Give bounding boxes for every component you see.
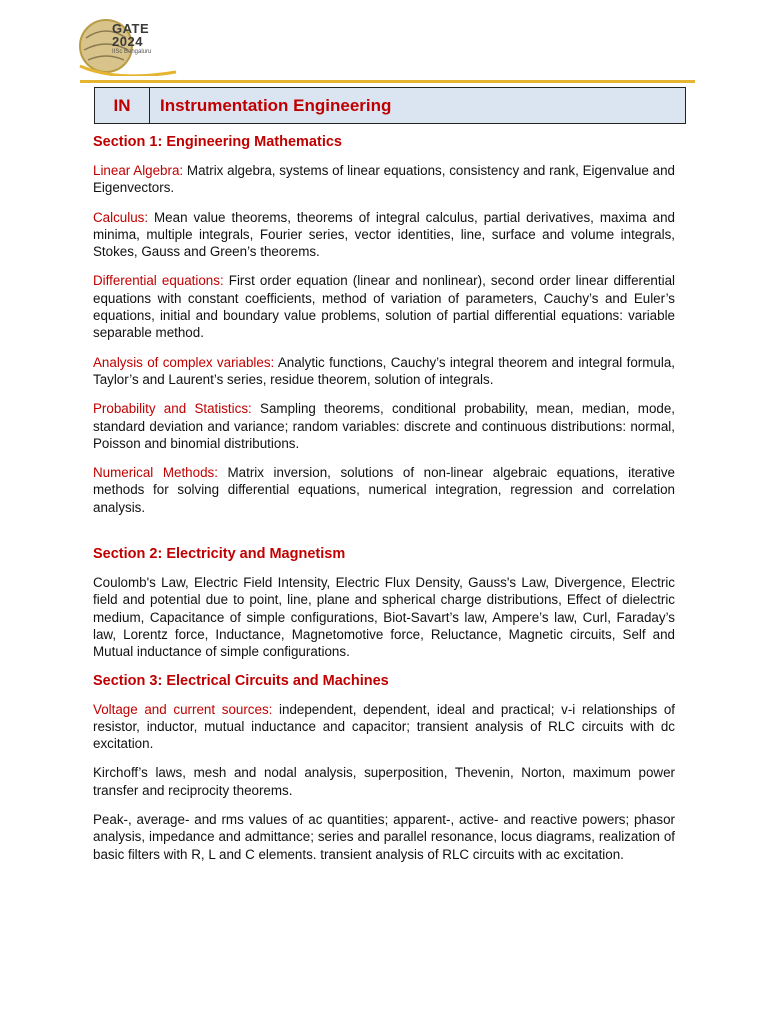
syllabus-paragraph — [93, 574, 675, 660]
topic-label: Calculus: — [93, 209, 149, 225]
topic-text: independent, dependent, ideal and practical; v-i relationships of resistor, inductor, mutual inductance and capacitor; transient analysis of RLC circuits with dc excitation. — [93, 701, 675, 752]
topic-label: Numerical Methods: — [93, 465, 218, 481]
logo-line-gate: GATE — [112, 21, 150, 36]
topic-label: Differential equations: — [93, 273, 224, 289]
topic-text: Sampling theorems, conditional probability, mean, median, mode, standard deviation and variance; random variables: discrete and continuous distributions: normal, Poisson and binomial distributions. — [93, 401, 675, 451]
topic-label: Linear Algebra: — [93, 163, 184, 178]
topic-label: Probability and Statistics: — [93, 401, 252, 417]
logo-text — [112, 22, 151, 56]
syllabus-content — [93, 132, 675, 863]
paper-name: Instrumentation Engineering — [160, 95, 392, 115]
syllabus-paragraph — [93, 400, 675, 452]
logo-line-institute: IISc Bengaluru — [112, 49, 152, 55]
section-heading: Section 2: Electricity and Magnetism — [93, 546, 346, 563]
syllabus-paragraph — [93, 162, 675, 197]
topic-text: Coulomb's Law, Electric Field Intensity, Electric Flux Density, Gauss's Law, Divergence, Electric field and potential due to point, line, plane and spherical charge distributions, Effect of dielectric medium, Capacitance of simple configurations, Biot-Savart’s law, Ampere’s law, Curl, Faraday’s law, Lorentz force, Inductance, Magnetomotive force, Reluctance, Magnetic circuits, Self and Mutual inductance of simple configurations. — [93, 575, 675, 660]
syllabus-paragraph — [93, 209, 675, 261]
topic-label: Voltage and current sources: — [93, 701, 273, 717]
topic-label: Analysis of complex variables: — [93, 354, 275, 370]
section-heading: Section 1: Engineering Mathematics — [93, 134, 342, 150]
topic-text: Analytic functions, Cauchy’s integral theorem and integral formula, Taylor’s and Laurent’s series, residue theorem, solution of integrals. — [93, 354, 675, 387]
header-rule — [80, 80, 695, 83]
syllabus-paragraph — [93, 811, 675, 863]
topic-text: Matrix algebra, systems of linear equations, consistency and rank, Eigenvalue and Eigenvectors. — [93, 163, 675, 196]
topic-text: First order equation (linear and nonlinear), second order linear differential equations with constant coefficients, method of variation of parameters, Cauchy’s and Euler’s equations, initial and boundary value problems, solution of partial differential equations: variable separable method. — [93, 273, 675, 341]
syllabus-paragraph — [93, 464, 675, 516]
section-heading: Section 3: Electrical Circuits and Machines — [93, 672, 389, 689]
paper-title-box — [94, 87, 686, 124]
syllabus-paragraph — [93, 701, 675, 753]
syllabus-paragraph — [93, 354, 675, 389]
logo-line-year: 2024 — [112, 34, 143, 49]
topic-text: Peak-, average- and rms values of ac quantities; apparent-, active- and reactive powers; phasor analysis, impedance and admittance; series and parallel resonance, locus diagrams, realization of basic filters with R, L and C elements. transient analysis of RLC circuits with ac excitation. — [93, 812, 675, 862]
syllabus-paragraph — [93, 272, 675, 341]
topic-text: Matrix inversion, solutions of non-linear algebraic equations, iterative methods for solving differential equations, numerical integration, regression and correlation analysis. — [93, 465, 675, 515]
syllabus-paragraph — [93, 764, 675, 799]
topic-text: Mean value theorems, theorems of integral calculus, partial derivatives, maxima and minima, multiple integrals, Fourier series, vector identities, line, surface and volume integrals, Stokes, Gauss and Green’s theorems. — [93, 209, 675, 260]
paper-code: IN — [95, 88, 150, 123]
topic-text: Kirchoff’s laws, mesh and nodal analysis, superposition, Thevenin, Norton, maximum power transfer and reciprocity theorems. — [93, 765, 675, 798]
